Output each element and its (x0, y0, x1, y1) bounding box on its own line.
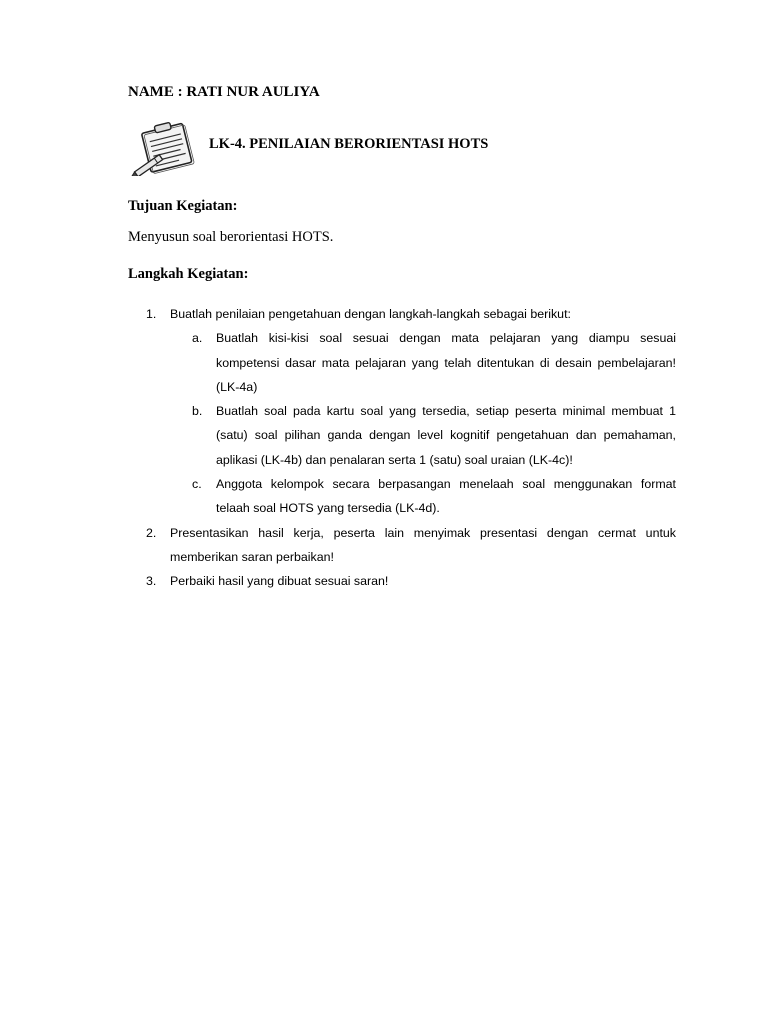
list-item (0, 521, 768, 570)
item-text: Perbaiki hasil yang dibuat sesuai saran! (170, 574, 389, 589)
item-number: 1. (146, 307, 157, 321)
item-text: Buatlah penilaian pengetahuan dengan langkah-langkah sebagai berikut: (170, 307, 571, 321)
sub-item-text: Anggota kelompok secara berpasangan menelaah soal menggunakan format telaah soal HOTS yang tersedia (LK-4d). (216, 477, 676, 516)
item-number: 3. (146, 574, 157, 589)
tujuan-text: Menyusun soal berorientasi HOTS. (128, 229, 334, 245)
tujuan-heading: Tujuan Kegiatan: (128, 198, 238, 214)
sub-item-text: Buatlah kisi-kisi soal sesuai dengan mata pelajaran yang diampu sesuai kompetensi dasar mata pelajaran yang telah ditentukan di desain pembelajaran! (LK-4a) (216, 331, 676, 394)
item-number: 2. (146, 525, 157, 540)
item-text: Presentasikan hasil kerja, peserta lain menyimak presentasi dengan cermat untuk memberikan saran perbaikan! (170, 525, 676, 564)
student-name: NAME : RATI NUR AULIYA (128, 84, 320, 100)
sub-item (0, 326, 768, 399)
sub-item-letter: b. (192, 404, 203, 419)
clipboard-pencil-icon (130, 122, 202, 176)
list-item (0, 569, 768, 593)
sub-item-text: Buatlah soal pada kartu soal yang tersedia, setiap peserta minimal membuat 1 (satu) soal pilihan ganda dengan level kognitif pengetahuan dan pemahaman, aplikasi (LK-4b) dan penalaran serta 1 (satu) soal uraian (LK-4c)! (216, 404, 676, 467)
sub-item (0, 399, 768, 472)
sub-item-letter: c. (192, 477, 202, 492)
worksheet-title: LK-4. PENILAIAN BERORIENTASI HOTS (209, 136, 489, 152)
langkah-list (0, 302, 768, 594)
list-item (0, 302, 768, 326)
langkah-heading: Langkah Kegiatan: (128, 266, 249, 282)
sub-item-letter: a. (192, 331, 203, 346)
sub-item (0, 472, 768, 521)
